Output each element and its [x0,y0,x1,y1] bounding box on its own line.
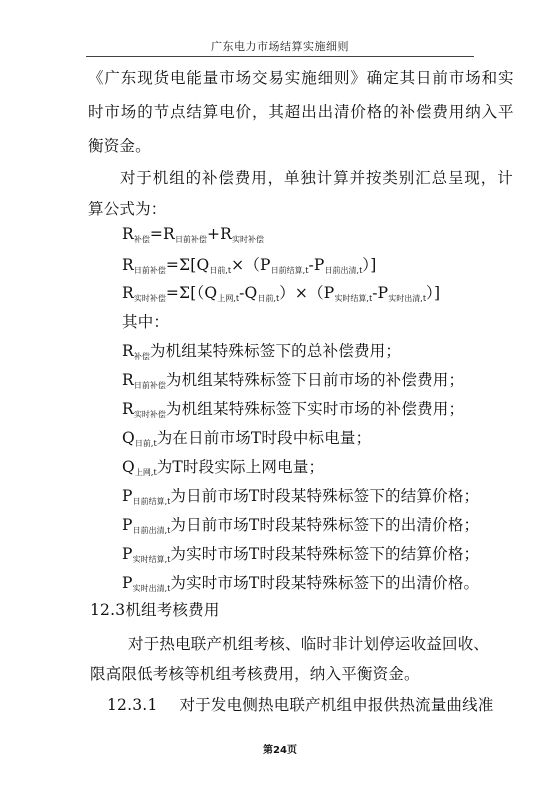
paragraph-1-line-1: 《广东现货电能量市场交易实施细则》确定其日前市场和实 [88,69,515,87]
formula-term: -P [308,256,325,274]
page-header: 广东电力市场结算实施细则 [211,40,349,53]
page-number: 第24页 [263,745,297,756]
formula-term: ）] [362,256,377,274]
definition-symbol: P [122,487,133,505]
definition-text: 为日前市场T时段某特殊标签下的出清价格； [170,516,480,534]
definition-text: 为机组某特殊标签下的总补偿费用； [149,342,402,360]
formula-subscript: 上网,t [217,294,240,303]
definition-symbol: P [122,516,133,534]
definition-symbol: R [122,400,134,418]
definition-5 [122,484,479,507]
paragraph-2-line-2: 算公式为： [88,200,167,218]
formula-term: =R [149,225,175,243]
formula-subscript: 实时结算,t [334,294,373,303]
formula-term: ）] [426,284,441,302]
definition-0 [122,339,401,362]
definition-text: 为T时段实际上网电量； [156,458,325,476]
formula-subscript: 日前补偿 [174,235,207,244]
definition-text: 为机组某特殊标签下实时市场的补偿费用； [165,400,465,418]
section-title: 机组考核费用 [125,601,220,619]
paragraph-1-line-3: 衡资金。 [88,137,151,155]
paragraph-1-line-2: 时市场的节点结算电价，其超出出清价格的补偿费用纳入平 [88,103,515,121]
definition-subscript: 实时结算,t [132,555,171,564]
formula-term: ）×（P [279,284,335,302]
subsection-heading [107,693,494,715]
definition-text: 为在日前市场T时段中标电量； [156,429,372,447]
definition-symbol: P [122,574,133,592]
definition-subscript: 日前结算,t [132,497,171,506]
definition-subscript: 实时补偿 [133,410,166,419]
formula-symbol: R [122,225,134,243]
definition-symbol: R [122,371,134,389]
definition-text: 为日前市场T时段某特殊标签下的结算价格； [170,487,480,505]
section-number: 12.3 [90,601,126,619]
formula-subscript: 日前补偿 [133,266,166,275]
formula-term: -Q [239,284,258,302]
formula-subscript: 实时补偿 [232,235,264,244]
formula-term: =Σ[Q [165,256,210,274]
formula-symbol: R [122,284,134,302]
paragraph-3-line-2: 限高限低考核等机组考核费用，纳入平衡资金。 [90,665,420,683]
definition-symbol: P [122,545,133,563]
formula-symbol: R [122,256,134,274]
paragraph-3-line-1: 对于热电联产机组考核、临时非计划停运收益回收、 [128,635,490,653]
formula-total-compensation [122,225,264,245]
definition-3 [122,426,371,449]
section-heading [90,598,220,620]
definition-symbol: R [122,342,134,360]
formula-real-time-compensation [122,281,440,304]
definition-subscript: 补偿 [133,352,150,361]
definition-subscript: 日前补偿 [133,381,166,390]
definition-subscript: 日前出清,t [132,526,171,535]
definition-6 [122,513,479,536]
paragraph-2-line-1: 对于机组的补偿费用，单独计算并按类别汇总呈现，计 [120,169,514,187]
formula-term: -P [372,284,389,302]
definition-7 [122,542,479,565]
formula-subscript: 日前出清,t [324,266,363,275]
formula-term: +R [206,225,232,243]
formula-day-ahead-compensation [122,253,377,276]
definition-subscript: 上网,t [134,468,157,477]
definition-8 [122,571,479,594]
definition-text: 为机组某特殊标签下日前市场的补偿费用； [165,371,465,389]
definition-subscript: 实时出清,t [132,584,171,593]
definition-subscript: 日前,t [134,439,157,448]
formula-subscript: 实时补偿 [133,294,166,303]
subsection-text: 对于发电侧热电联产机组申报供热流量曲线准 [179,696,494,714]
formula-subscript: 日前结算,t [270,266,309,275]
formula-subscript: 日前,t [257,294,280,303]
definition-symbol: Q [122,429,135,447]
definition-symbol: Q [122,458,135,476]
subsection-number: 12.3.1 [107,696,158,714]
definition-text: 为实时市场T时段某特殊标签下的结算价格； [170,545,480,563]
formula-term: ×（P [231,256,271,274]
header-divider [86,56,474,57]
definition-4 [122,455,324,478]
definition-1 [122,368,464,391]
formula-subscript: 补偿 [133,235,150,244]
formula-subscript: 实时出清,t [388,294,427,303]
definition-2 [122,397,464,420]
definition-text: 为实时市场T时段某特殊标签下的出清价格。 [170,574,480,592]
where-label: 其中： [122,313,170,331]
formula-term: =Σ[（Q [165,284,218,302]
formula-subscript: 日前,t [209,266,232,275]
